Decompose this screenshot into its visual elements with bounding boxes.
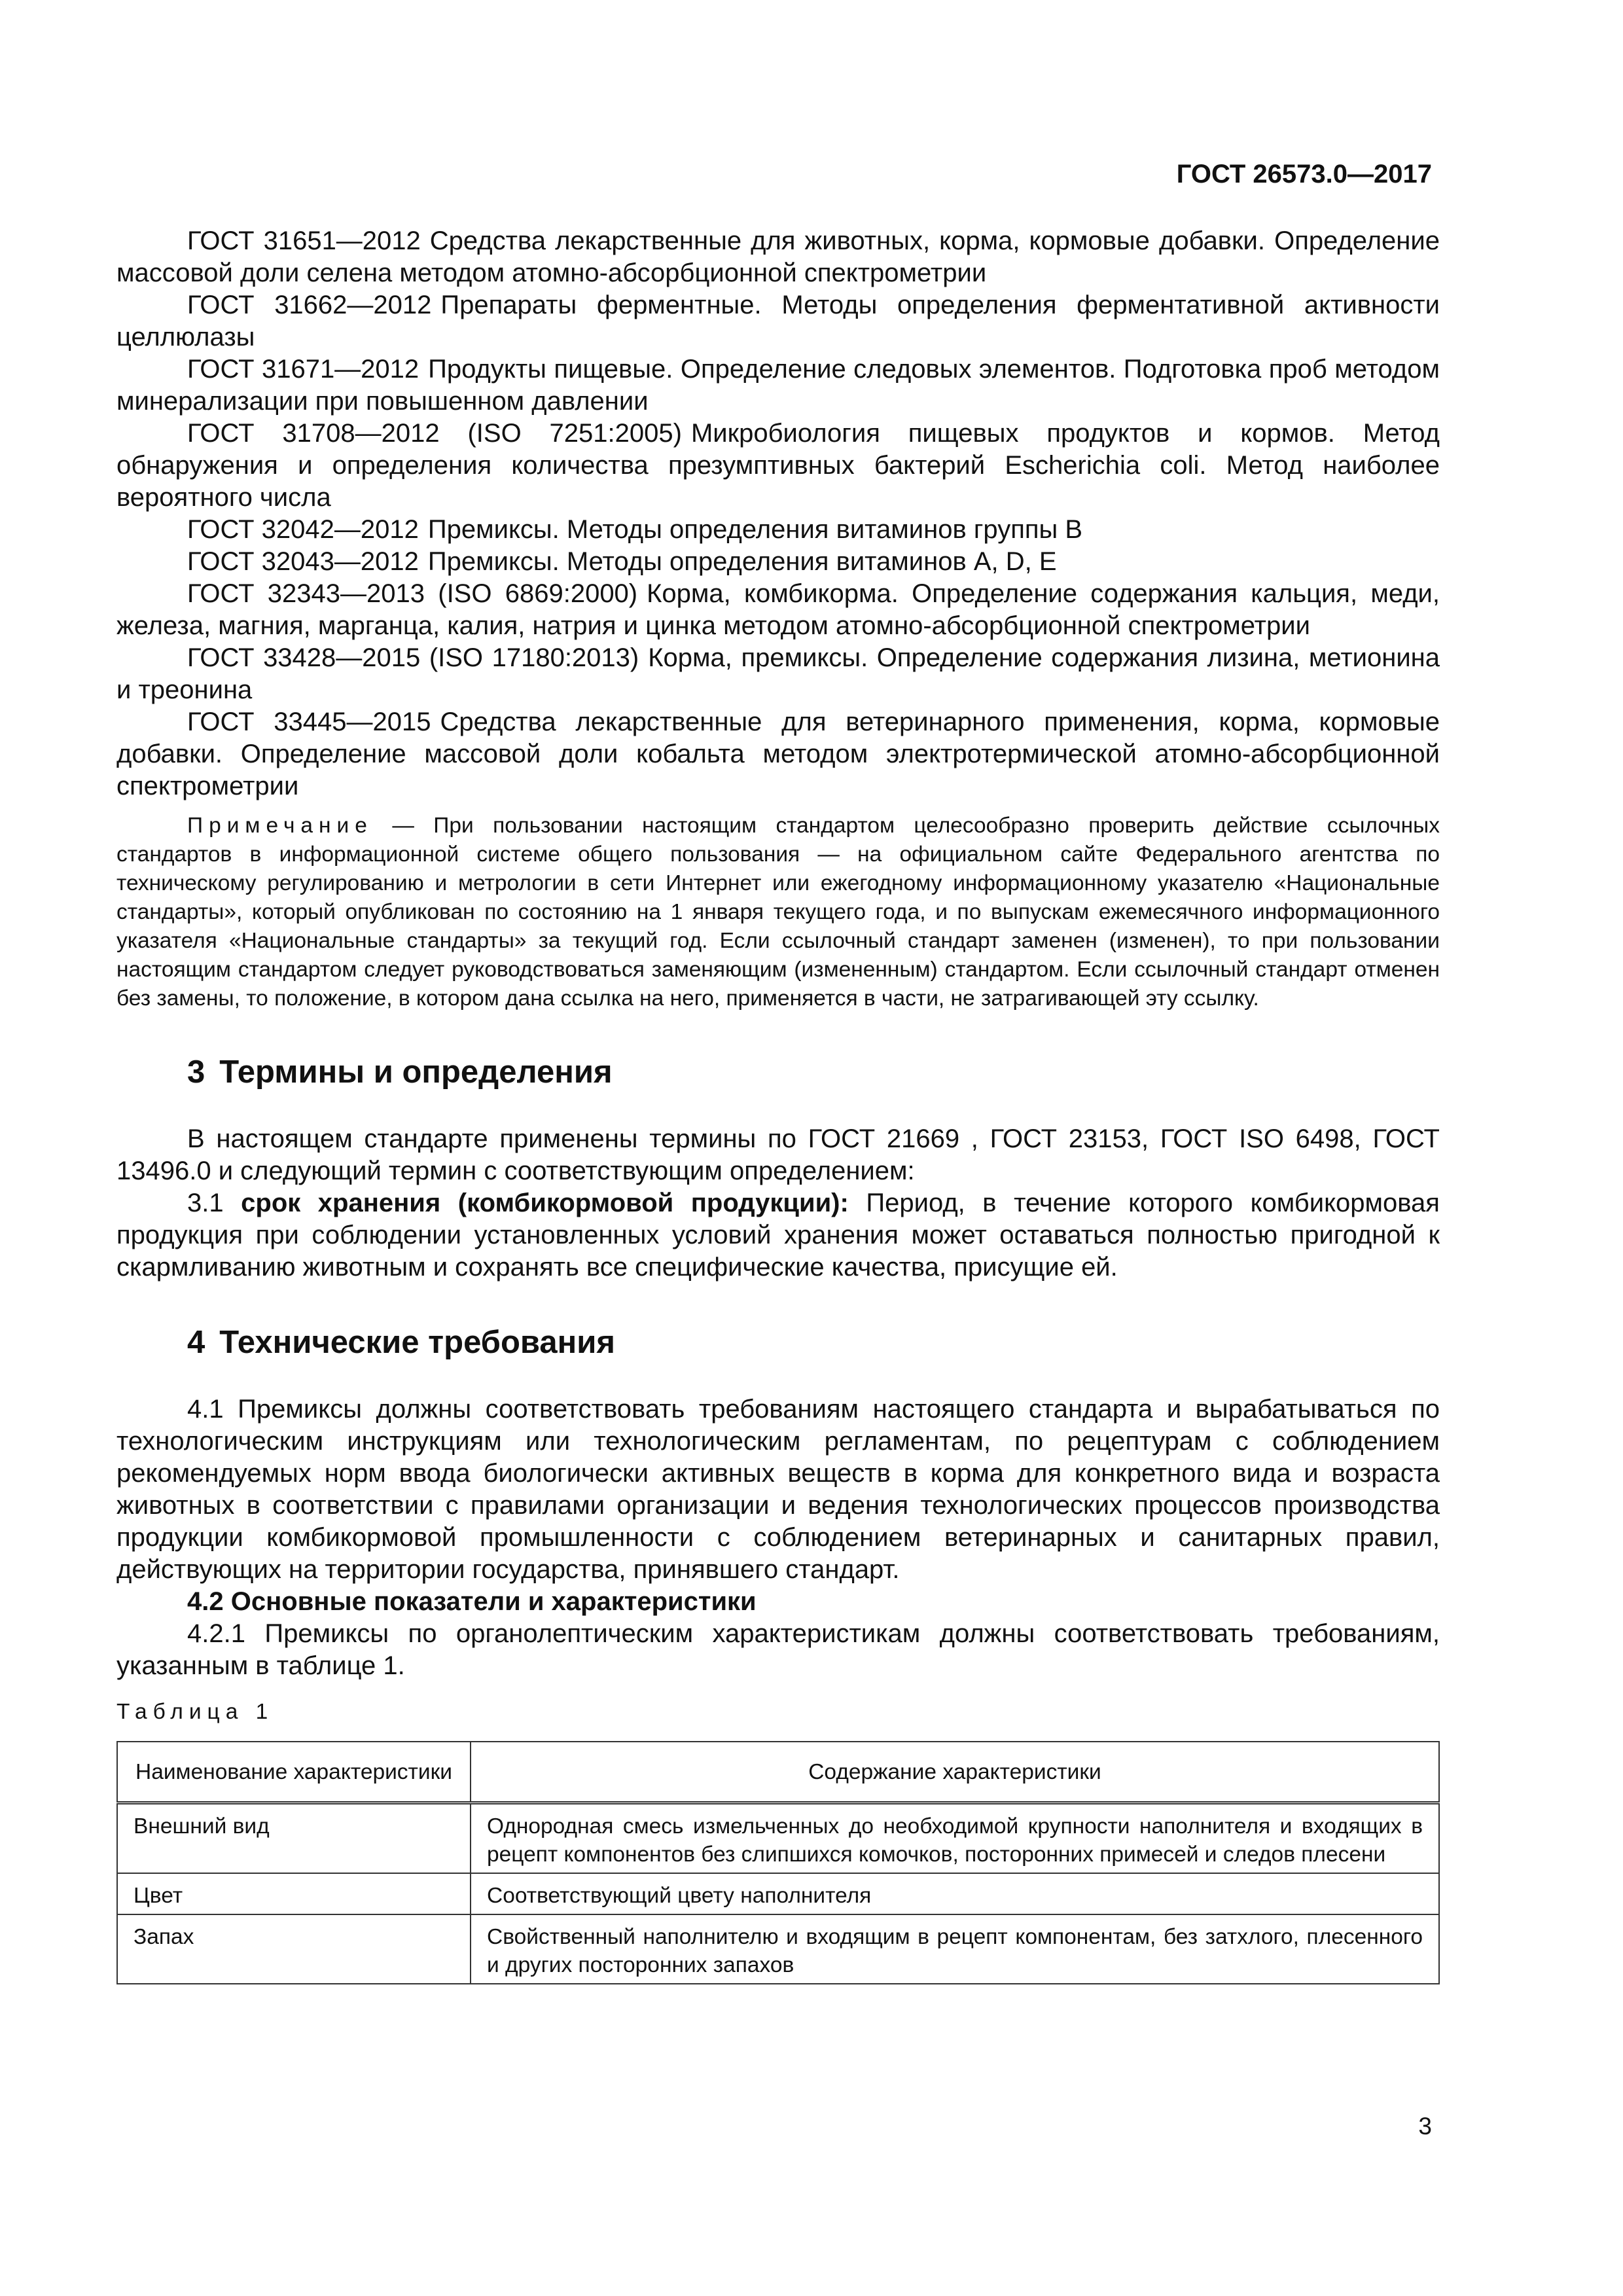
reference-item xyxy=(116,353,1440,418)
characteristic-name: Цвет xyxy=(117,1873,471,1914)
term-definition xyxy=(116,1187,1440,1283)
reference-code: ГОСТ 32043—2012 xyxy=(187,547,419,576)
reference-code: ГОСТ 32343—2013 (ISO 6869:2000) xyxy=(187,579,638,608)
table-row xyxy=(117,1873,1439,1914)
table-header-row xyxy=(117,1742,1439,1803)
section-3-intro: В настоящем стандарте применены термины по ГОСТ 21669 , ГОСТ 23153, ГОСТ ISO 6498, ГОСТ 13496.0 и следующий термин с соответствующим определением: xyxy=(116,1124,1440,1185)
reference-item xyxy=(116,546,1440,578)
column-header: Содержание характеристики xyxy=(471,1742,1439,1803)
references-list xyxy=(116,225,1440,802)
characteristic-value: Соответствующий цвету наполнителя xyxy=(471,1873,1439,1914)
characteristics-table xyxy=(116,1741,1440,1984)
note-label: Примечание xyxy=(187,814,373,838)
reference-code: ГОСТ 31651—2012 xyxy=(187,226,421,255)
table-row xyxy=(117,1914,1439,1984)
column-header: Наименование характеристики xyxy=(117,1742,471,1803)
characteristic-value: Однородная смесь измельченных до необходимой крупности наполнителя и входящих в рецепт компонентов без слипшихся комочков, посторонних примесей и следов плесени xyxy=(471,1803,1439,1874)
reference-title: Продукты пищевые. Определение следовых элементов. Подготовка проб методом минерализации при повышенном давлении xyxy=(116,355,1440,416)
paragraph-4-2-1 xyxy=(116,1618,1440,1682)
section-4-heading xyxy=(116,1323,1440,1362)
page-number: 3 xyxy=(1418,2113,1432,2140)
reference-title: Премиксы. Методы определения витаминов А, D, Е xyxy=(427,547,1057,576)
reference-title: Корма, комбикорма. Определение содержания кальция, меди, железа, магния, марганца, калия, натрия и цинка методом атомно-абсорбционной спектрометрии xyxy=(116,579,1440,640)
subsection-title: Основные показатели и характеристики xyxy=(230,1587,757,1616)
reference-item xyxy=(116,418,1440,514)
reference-title: Корма, премиксы. Определение содержания лизина, метионина и треонина xyxy=(116,643,1440,704)
reference-title: Микробиология пищевых продуктов и кормов. Метод обнаружения и определения количества презумптивных бактерий Escherichia coli. Метод наиболее вероятного числа xyxy=(116,419,1440,512)
reference-item xyxy=(116,578,1440,642)
reference-item xyxy=(116,514,1440,546)
section-number: 3 xyxy=(187,1054,205,1090)
note-paragraph xyxy=(116,812,1440,1013)
reference-item xyxy=(116,225,1440,289)
reference-code: ГОСТ 33445—2015 xyxy=(187,708,431,736)
reference-item xyxy=(116,706,1440,802)
subsection-4-2-heading xyxy=(116,1586,1440,1618)
term-definition-text: Период, в течение которого комбикормовая продукция при соблюдении установленных условий хранения может оставаться полностью пригодной к скармливанию животным и сохранять все специфические качества, присущие ей. xyxy=(116,1189,1440,1282)
subsection-number: 4.2 xyxy=(187,1587,224,1616)
reference-item xyxy=(116,289,1440,353)
characteristic-name: Запах xyxy=(117,1914,471,1984)
reference-item xyxy=(116,642,1440,706)
reference-code: ГОСТ 31662—2012 xyxy=(187,291,432,319)
reference-title: Препараты ферментные. Методы определения ферментативной активности целлюлазы xyxy=(116,291,1440,351)
reference-code: ГОСТ 33428—2015 (ISO 17180:2013) xyxy=(187,643,639,672)
paragraph-number: 4.1 xyxy=(187,1395,224,1424)
note-text: — При пользовании настоящим стандартом целесообразно проверить действие ссылочных стандартов в информационной системе общего пользования — на официальном сайте Федерального агентства по техническому регулированию и метрологии в сети Интернет или ежегодному информационному указателю «Национальные стандарты», который опубликован по состоянию на 1 января текущего года, и по выпускам ежемесячного информационного указателя «Национальные стандарты» за текущий год. Если ссылочный стандарт заменен (изменен), то при пользовании настоящим стандартом следует руководствоваться заменяющим (измененным) стандартом. Если ссылочный стандарт отменен без замены, то положение, в котором дана ссылка на него, применяется в части, не затрагивающей эту ссылку. xyxy=(116,814,1440,1011)
document-header: ГОСТ 26573.0—2017 xyxy=(1176,160,1432,188)
reference-title: Премиксы. Методы определения витаминов группы В xyxy=(427,515,1083,544)
characteristic-value: Свойственный наполнителю и входящим в рецепт компонентам, без затхлого, плесенного и других посторонних запахов xyxy=(471,1914,1439,1984)
section-title: Термины и определения xyxy=(219,1054,613,1090)
characteristic-name: Внешний вид xyxy=(117,1803,471,1874)
page-content xyxy=(116,225,1440,1984)
reference-code: ГОСТ 31671—2012 xyxy=(187,355,419,384)
reference-title: Средства лекарственные для ветеринарного применения, корма, кормовые добавки. Определение массовой доли кобальта методом электротермической атомно-абсорбционной спектрометрии xyxy=(116,708,1440,800)
section-title: Технические требования xyxy=(219,1325,615,1360)
table-label: Таблица 1 xyxy=(116,1700,274,1724)
paragraph-number: 4.2.1 xyxy=(187,1619,245,1648)
paragraph-4-1 xyxy=(116,1393,1440,1586)
section-3-heading xyxy=(116,1052,1440,1092)
paragraph-text: Премиксы должны соответствовать требованиям настоящего стандарта и вырабатываться по технологическим инструкциям или технологическим регламентам, по рецептурам с соблюдением рекомендуемых норм ввода биологически активных веществ в корма для конкретного вида и возраста животных в соответствии с правилами организации и ведения технологических процессов производства продукции комбикормовой промышленности с соблюдением ветеринарных и санитарных правил, действующих на территории государства, принявшего стандарт. xyxy=(116,1395,1440,1584)
term-name: срок хранения (комбикормовой продукции): xyxy=(241,1189,849,1217)
reference-code: ГОСТ 31708—2012 (ISO 7251:2005) xyxy=(187,419,682,448)
paragraph-text: Премиксы по органолептическим характеристикам должны соответствовать требованиям, указанным в таблице 1. xyxy=(116,1619,1440,1680)
section-number: 4 xyxy=(187,1325,205,1360)
reference-title: Средства лекарственные для животных, корма, кормовые добавки. Определение массовой доли селена методом атомно-абсорбционной спектрометрии xyxy=(116,226,1440,287)
term-number: 3.1 xyxy=(187,1189,224,1217)
table-row xyxy=(117,1803,1439,1874)
reference-code: ГОСТ 32042—2012 xyxy=(187,515,419,544)
